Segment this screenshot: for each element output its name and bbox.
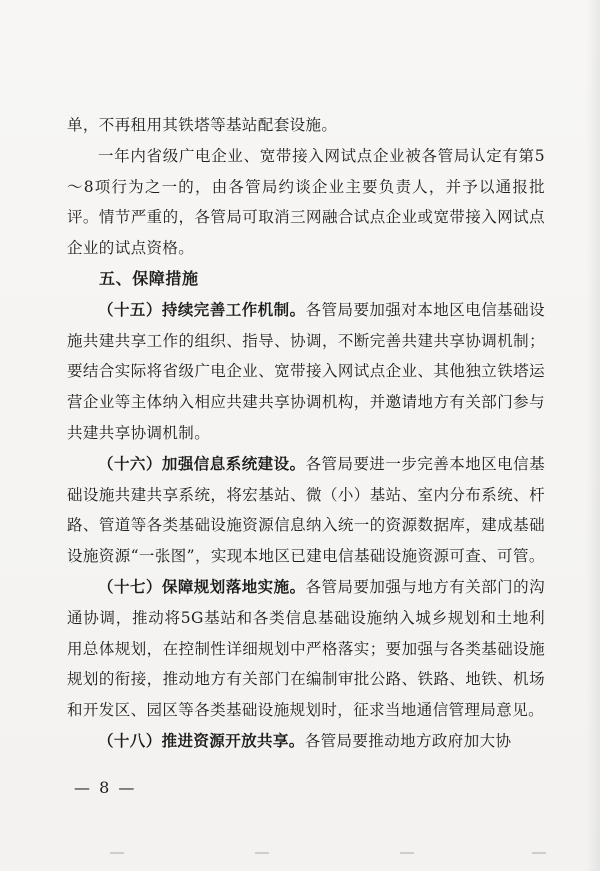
scan-bleed-mark — [400, 852, 414, 854]
paragraph-item-15 — [67, 295, 545, 449]
document-body — [67, 110, 545, 757]
paragraph-text: 单，不再租用其铁塔等基站配套设施。 — [67, 116, 338, 134]
scan-bleed-mark — [110, 852, 124, 854]
page-edge-shadow — [586, 0, 600, 871]
paragraph-item-17 — [67, 572, 545, 726]
paragraph-continuation — [67, 110, 545, 141]
paragraph-text: 一年内省级广电企业、宽带接入网试点企业被各管局认定有第5～8项行为之一的，由各管局约谈企业主要负责人，并予以通报批评。情节严重的，各管局可取消三网融合试点企业或宽带接入网试点企业的试点资格。 — [67, 146, 545, 258]
item-heading: （十八）推进资源开放共享。 — [98, 730, 305, 750]
item-heading: （十六）加强信息系统建设。 — [98, 453, 306, 473]
paragraph-text: 各管局要进一步完善本地区电信基础设施共建共享系统，将宏基站、微（小）基站、室内分布系统、杆路、管道等各类基础设施资源信息纳入统一的资源数据库，建成基础设施资源“一张图”，实现本地区已建电信基础设施资源可查、可管。 — [67, 454, 545, 566]
scan-bleed-mark — [532, 852, 546, 854]
item-heading: （十七）保障规划落地实施。 — [98, 576, 306, 596]
scan-bleed-mark — [255, 852, 269, 854]
paragraph-text: 各管局要加强与地方有关部门的沟通协调，推动将5G基站和各类信息基础设施纳入城乡规划和土地利用总体规划，在控制性详细规划中严格落实；要加强与各类基础设施规划的衔接，推动地方有关部门在编制审批公路、铁路、地铁、机场和开发区、园区等各类基础设施规划时，征求当地通信管理局意见。 — [67, 577, 545, 720]
paragraph-text: 各管局要加强对本地区电信基础设施共建共享工作的组织、指导、协调，不断完善共建共享协调机制；要结合实际将省级广电企业、宽带接入网试点企业、其他独立铁塔运营企业等主体纳入相应共建共享协调机构，并邀请地方有关部门参与共建共享协调机制。 — [67, 300, 545, 442]
paragraph-item-18 — [67, 726, 545, 757]
paragraph-item-16 — [67, 449, 545, 572]
paragraph-text: 各管局要推动地方政府加大协 — [304, 731, 512, 750]
paragraph-penalty-clause — [67, 141, 545, 264]
section-heading-safeguards: 五、保障措施 — [99, 268, 199, 288]
item-heading: （十五）持续完善工作机制。 — [98, 299, 306, 319]
page-number: — 8 — — [74, 778, 137, 797]
